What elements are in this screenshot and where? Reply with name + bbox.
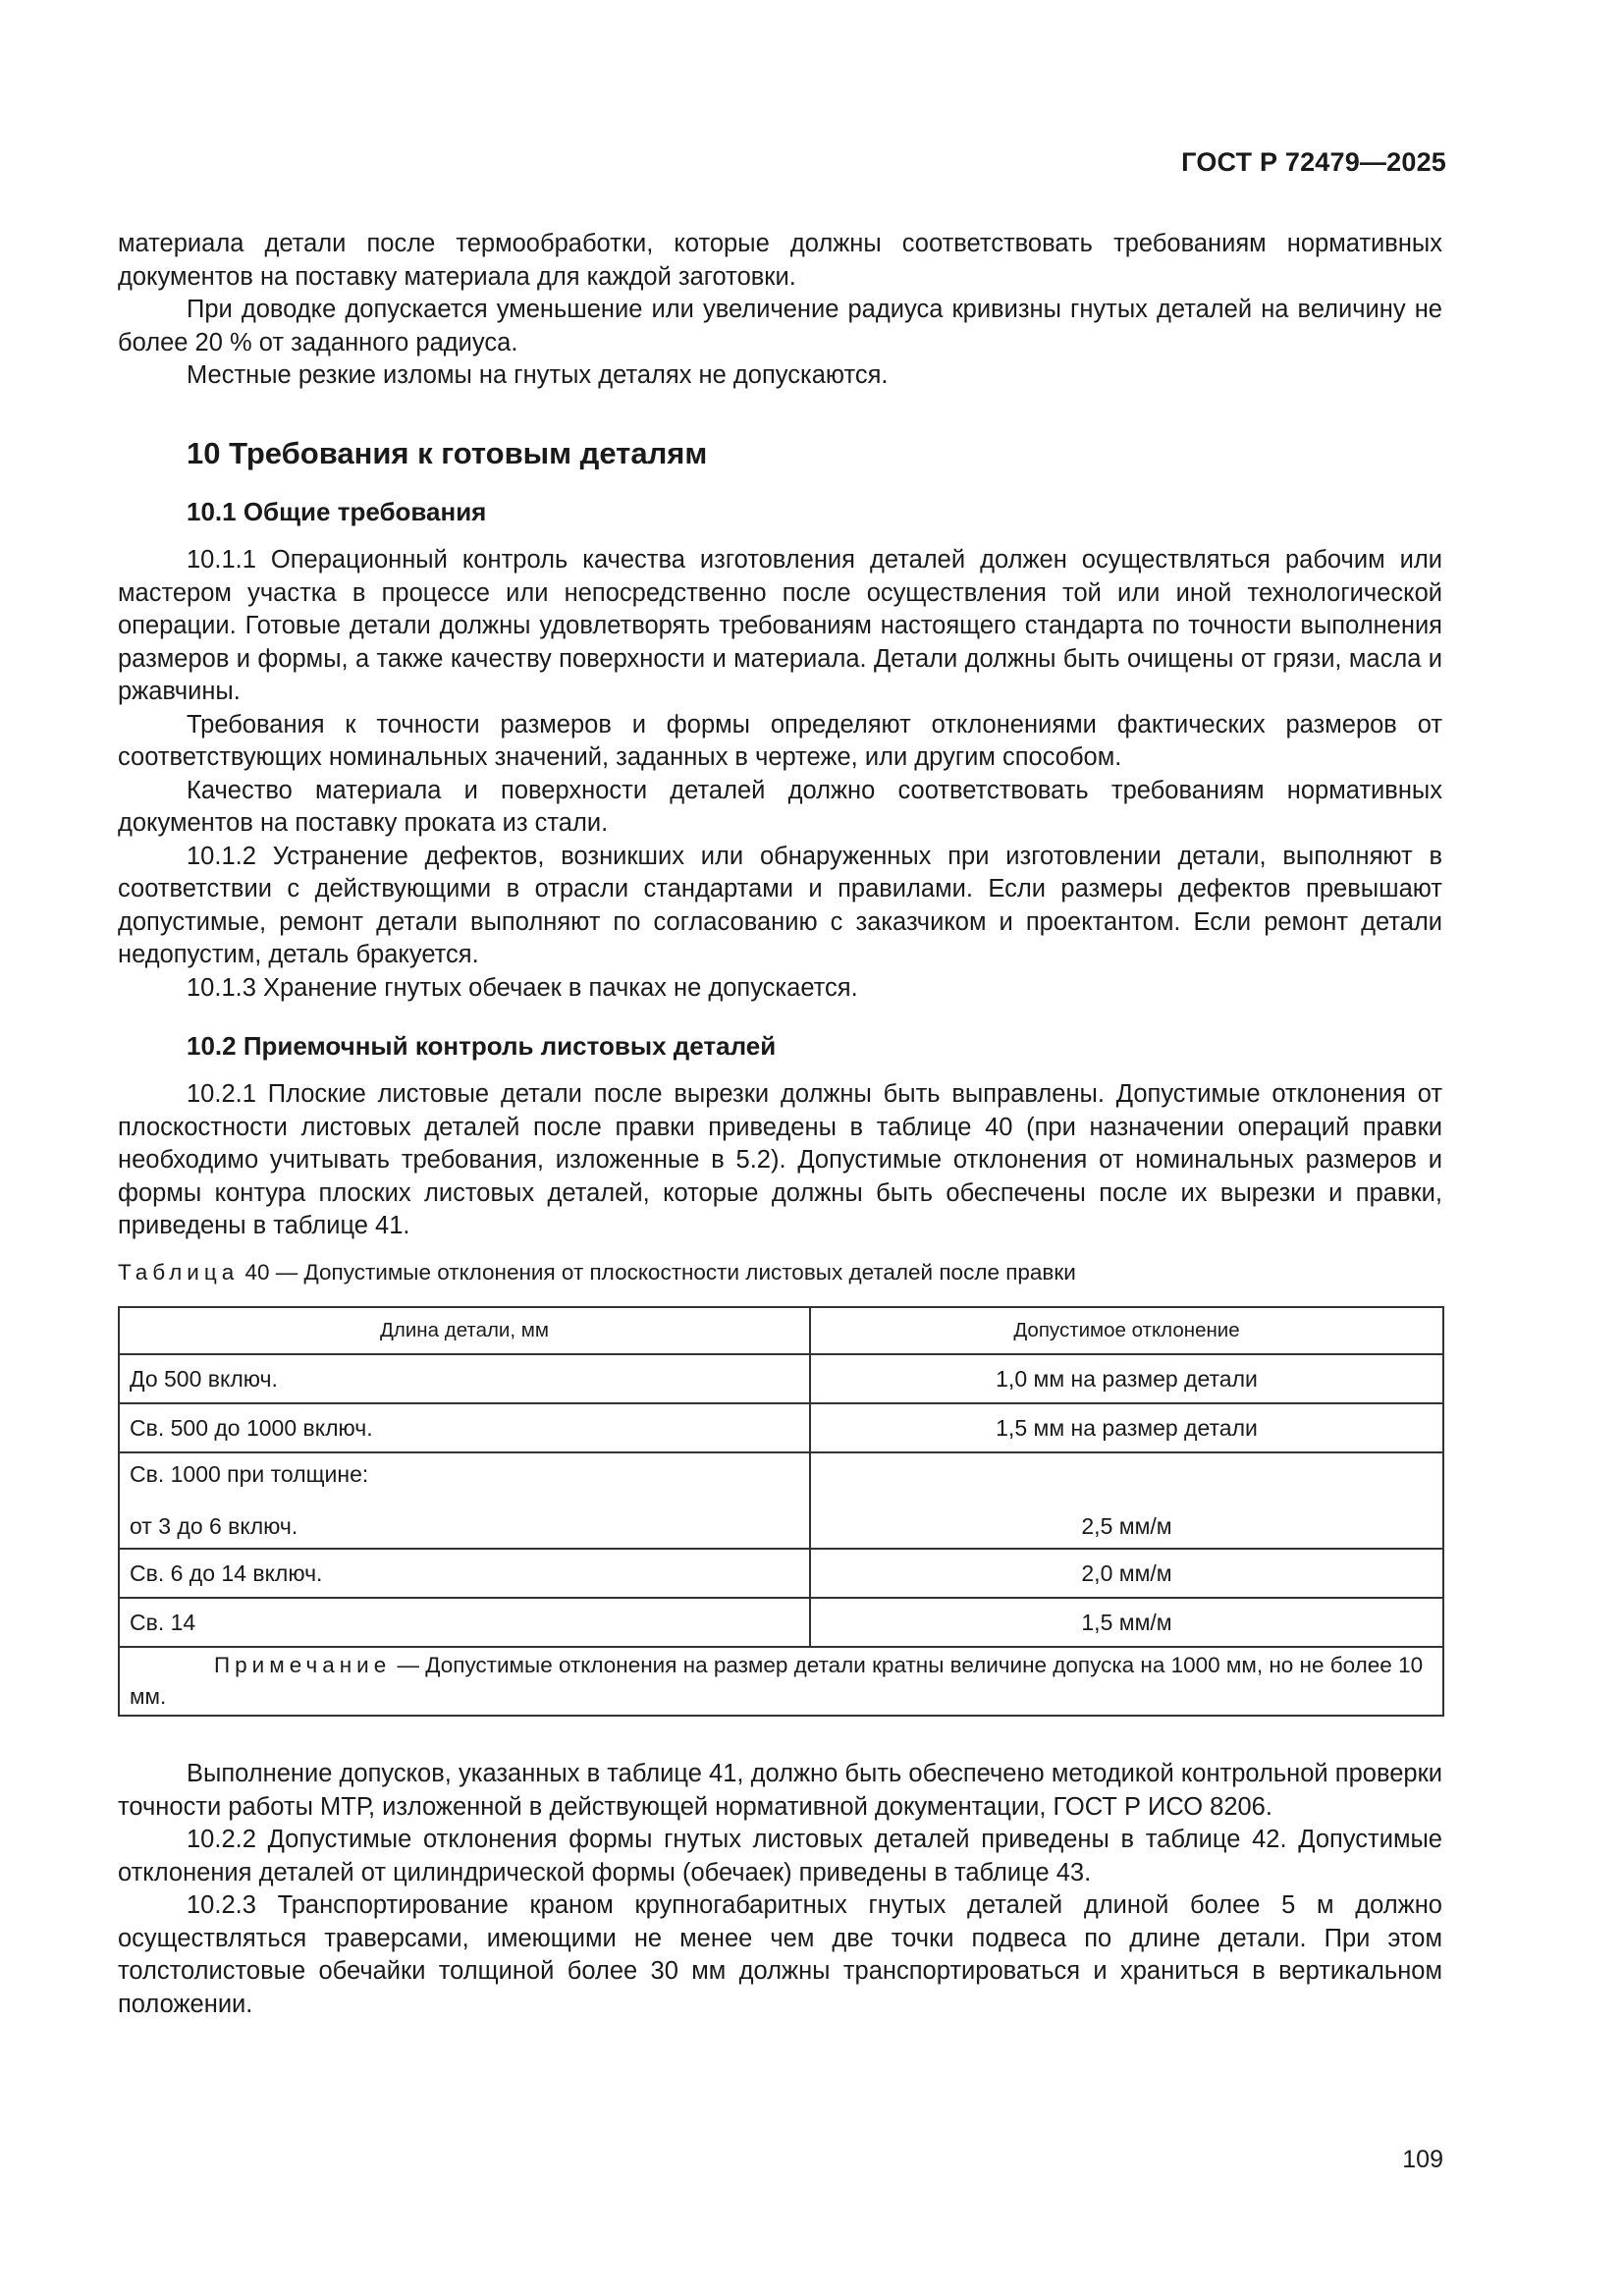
- table-caption-text: 40 — Допустимые отклонения от плоскостности листовых деталей после правки: [244, 1260, 1076, 1285]
- section-10-1-text: [118, 544, 1442, 1005]
- paragraph: 10.1.2 Устранение дефектов, возникших или обнаруженных при изготовлении детали, выполняют в соответствии с действующими в отрасли стандартами и правилами. Если размеры дефектов превышают допустимые, ремонт детали выполняют по согласованию с заказчиком и проектантом. Если ремонт детали недопустим, деталь бракуется.: [118, 842, 1442, 968]
- subsection-title-10-2: 10.2 Приемочный контроль листовых деталей: [187, 1031, 777, 1061]
- column-header-length: Длина детали, мм: [119, 1307, 810, 1354]
- intro-text: [118, 228, 1442, 393]
- cell-length: Св. 500 до 1000 включ.: [119, 1403, 810, 1452]
- paragraph: 10.2.3 Транспортирование краном крупногабаритных гнутых деталей длиной более 5 м должно осуществляться траверсами, имеющими не менее чем две точки подвеса по длине детали. При этом толстолистовые обечайки толщиной более 30 мм должны транспортироваться и храниться в вертикальном положении.: [118, 1891, 1442, 2018]
- cell-deviation-value: 2,5 мм/м: [1081, 1513, 1172, 1539]
- page-number: 109: [1402, 2146, 1443, 2173]
- table-note: [119, 1647, 1443, 1716]
- cell-length: [119, 1452, 810, 1549]
- table-40: [118, 1306, 1442, 1717]
- cell-deviation: [810, 1452, 1443, 1549]
- table-caption-label: Таблица: [118, 1260, 240, 1285]
- cell-lines: [130, 1459, 799, 1542]
- subsection-title-10-1: 10.1 Общие требования: [187, 497, 487, 526]
- cell-length-line1: Св. 1000 при толщине:: [130, 1461, 369, 1487]
- paragraph: При доводке допускается уменьшение или увеличение радиуса кривизны гнутых деталей на величину не более 20 % от заданного радиуса.: [118, 296, 1442, 356]
- column-header-deviation: Допустимое отклонение: [810, 1307, 1443, 1354]
- paragraph: 10.2.1 Плоские листовые детали после вырезки должны быть выправлены. Допустимые отклонения от плоскостности листовых деталей после правки приведены в таблице 40 (при назначении операций правки необходимо учитывать требования, изложенные в 5.2). Допустимые отклонения от номинальных размеров и формы контура плоских листовых деталей, которые должны быть обеспечены после их вырезки и правки, приведены в таблице 41.: [118, 1080, 1442, 1239]
- table-row: [119, 1354, 1443, 1403]
- table-row: [119, 1549, 1443, 1598]
- paragraph: 10.2.2 Допустимые отклонения формы гнутых листовых деталей приведены в таблице 42. Допустимые отклонения деталей от цилиндрической формы (обечаек) приведены в таблице 43.: [118, 1826, 1442, 1886]
- paragraph: Местные резкие изломы на гнутых деталях не допускаются.: [187, 361, 889, 389]
- paragraph: Требования к точности размеров и формы определяют отклонениями фактических размеров от соответствующих номинальных значений, заданных в чертеже, или другим способом.: [118, 710, 1442, 771]
- table-row: [119, 1598, 1443, 1647]
- paragraph: Качество материала и поверхности деталей должно соответствовать требованиям нормативных документов на поставку проката из стали.: [118, 776, 1442, 837]
- note-label: Примечание: [214, 1653, 392, 1677]
- cell-deviation: 1,5 мм/м: [810, 1598, 1443, 1647]
- section-10-2-text: [118, 1078, 1442, 1243]
- note-text: — Допустимые отклонения на размер детали кратны величине допуска на 1000 мм, но не более 10 мм.: [130, 1653, 1424, 1709]
- table-row: [119, 1452, 1443, 1549]
- deviation-table: [118, 1306, 1444, 1717]
- paragraph: 10.1.1 Операционный контроль качества изготовления деталей должен осуществляться рабочим или мастером участка в процессе или непосредственно после осуществления той или иной технологической операции. Готовые детали должны удовлетворять требованиям настоящего стандарта по точности выполнения размеров и формы, а также качеству поверхности и материала. Детали должны быть очищены от грязи, масла и ржавчины.: [118, 546, 1442, 705]
- paragraph: Выполнение допусков, указанных в таблице 41, должно быть обеспечено методикой контрольной проверки точности работы МТР, изложенной в действующей нормативной документации, ГОСТ Р ИСО 8206.: [118, 1760, 1442, 1821]
- cell-length: Св. 6 до 14 включ.: [119, 1549, 810, 1598]
- after-table-text: [118, 1758, 1442, 2021]
- table-header-row: [119, 1307, 1443, 1354]
- paragraph: 10.1.3 Хранение гнутых обечаек в пачках не допускается.: [187, 973, 858, 1002]
- section-title: 10 Требования к готовым деталям: [187, 436, 708, 470]
- standard-code: ГОСТ Р 72479—2025: [1181, 147, 1446, 177]
- table-row: [119, 1403, 1443, 1452]
- table-caption: [118, 1260, 1076, 1285]
- cell-length: До 500 включ.: [119, 1354, 810, 1403]
- cell-lines: [821, 1459, 1433, 1542]
- table-note-row: [119, 1647, 1443, 1716]
- cell-length: Св. 14: [119, 1598, 810, 1647]
- cell-length-line2: от 3 до 6 включ.: [130, 1513, 298, 1539]
- paragraph: материала детали после термообработки, которые должны соответствовать требованиям нормативных документов на поставку материала для каждой заготовки.: [118, 230, 1442, 291]
- cell-deviation: 2,0 мм/м: [810, 1549, 1443, 1598]
- cell-deviation: 1,0 мм на размер детали: [810, 1354, 1443, 1403]
- cell-deviation: 1,5 мм на размер детали: [810, 1403, 1443, 1452]
